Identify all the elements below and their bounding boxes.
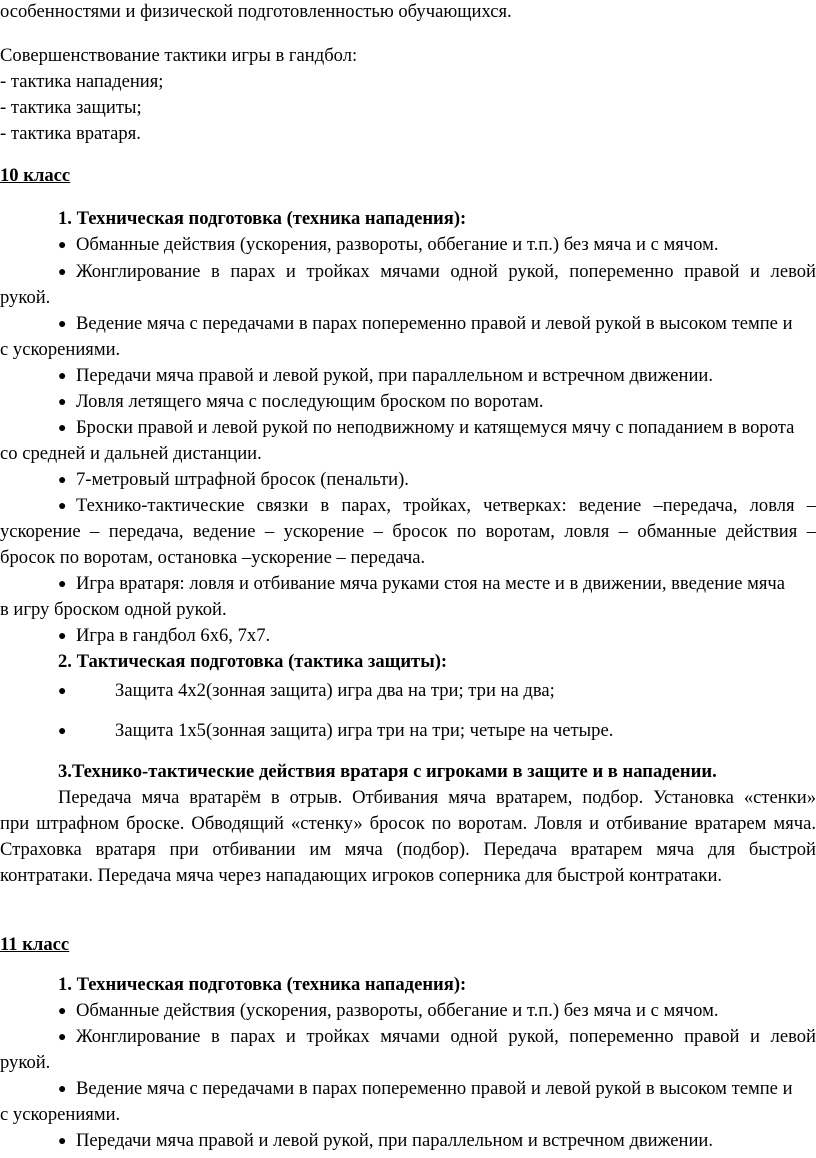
list-item: ● Защита 4х2(зонная защита) игра два на три; три на два; (0, 678, 816, 706)
bullet-icon: ● (58, 369, 67, 384)
paragraph-line: Страховка вратаря при отбивании им мяча (подбор). Передача вратарем мяча для быстрой (0, 839, 816, 860)
paragraph-line: при штрафном броске. Обводящий «стенку» бросок по воротам. Ловля и отбивание вратарем мяча. (0, 813, 816, 834)
list-item: ● Обманные действия (ускорения, развороты, оббегание и т.п.) без мяча и с мячом. (0, 232, 816, 260)
list-item-continuation: в игру броском одной рукой. (0, 599, 227, 620)
paragraph-line: Передача мяча вратарём в отрыв. Отбивания мяча вратарем, подбор. Установка «стенки» (58, 787, 816, 808)
list-item: ● Ведение мяча с передачами в парах попеременно правой и левой рукой в высоком темпе и (0, 1076, 816, 1104)
bullet-icon: ● (58, 724, 67, 739)
tactics-item: - тактика нападения; (0, 71, 164, 92)
bullet-icon: ● (58, 421, 67, 436)
list-item: ● 7-метровый штрафной бросок (пенальти). (0, 467, 816, 495)
list-item: ● Ловля летящего мяча с последующим броском по воротам. (0, 389, 816, 417)
list-item: ● Броски правой и левой рукой по неподвижному и катящемуся мячу с попаданием в ворота (0, 415, 816, 443)
bullet-icon: ● (58, 629, 67, 644)
bullet-icon: ● (58, 238, 67, 253)
grade-10-section2-title: 2. Тактическая подготовка (тактика защиты): (58, 651, 448, 672)
bullet-icon: ● (58, 577, 67, 592)
bullet-icon: ● (58, 473, 67, 488)
list-item-continuation: с ускорениями. (0, 339, 121, 360)
list-item: ● Жонглирование в парах и тройках мячами одной рукой, попеременно правой и левой (0, 1024, 816, 1052)
tactics-item: - тактика вратаря. (0, 123, 141, 144)
tactics-heading: Совершенствование тактики игры в гандбол: (0, 45, 358, 66)
bullet-icon: ● (58, 395, 67, 410)
list-item: ● Передачи мяча правой и левой рукой, при параллельном и встречном движении. (0, 363, 816, 391)
list-item-continuation: рукой. (0, 287, 51, 308)
bullet-icon: ● (58, 1030, 67, 1045)
list-item-continuation: бросок по воротам, остановка –ускорение – передача. (0, 547, 426, 568)
tactics-item: - тактика защиты; (0, 97, 142, 118)
list-item: ● Игра в гандбол 6х6, 7х7. (0, 623, 816, 651)
bullet-icon: ● (58, 317, 67, 332)
list-item-continuation: рукой. (0, 1052, 51, 1073)
bullet-icon: ● (58, 1004, 67, 1019)
bullet-icon: ● (58, 684, 67, 699)
grade-10-title: 10 класс (0, 165, 71, 186)
grade-11-section1-title: 1. Техническая подготовка (техника нападения): (58, 974, 467, 995)
list-item-continuation: ускорение – передача, ведение – ускорение – бросок по воротам, ловля – обманные действия – (0, 521, 816, 542)
grade-11-title: 11 класс (0, 934, 70, 955)
list-item: ● Защита 1х5(зонная защита) игра три на три; четыре на четыре. (0, 718, 816, 746)
bullet-icon: ● (58, 1082, 67, 1097)
bullet-icon: ● (58, 499, 67, 514)
paragraph-line: контратаки. Передача мяча через нападающих игроков соперника для быстрой контратаки. (0, 865, 723, 886)
grade-10-section1-title: 1. Техническая подготовка (техника нападения): (58, 208, 467, 229)
list-item-continuation: со средней и дальней дистанции. (0, 443, 262, 464)
list-item-continuation: с ускорениями. (0, 1104, 121, 1125)
grade-10-section3-title: 3.Технико-тактические действия вратаря с игроками в защите и в нападении. (58, 761, 717, 782)
list-item: ● Игра вратаря: ловля и отбивание мяча руками стоя на месте и в движении, введение мяча (0, 571, 816, 599)
list-item: ● Передачи мяча правой и левой рукой, при параллельном и встречном движении. (0, 1128, 816, 1156)
intro-tail: особенностями и физической подготовленностью обучающихся. (0, 1, 512, 22)
list-item: ● Жонглирование в парах и тройках мячами одной рукой, попеременно правой и левой (0, 259, 816, 287)
list-item: ● Обманные действия (ускорения, развороты, оббегание и т.п.) без мяча и с мячом. (0, 998, 816, 1026)
list-item: ● Ведение мяча с передачами в парах попеременно правой и левой рукой в высоком темпе и (0, 311, 816, 339)
bullet-icon: ● (58, 1134, 67, 1149)
list-item: ● Технико-тактические связки в парах, тройках, четверках: ведение –передача, ловля – (0, 493, 816, 521)
bullet-icon: ● (58, 265, 67, 280)
